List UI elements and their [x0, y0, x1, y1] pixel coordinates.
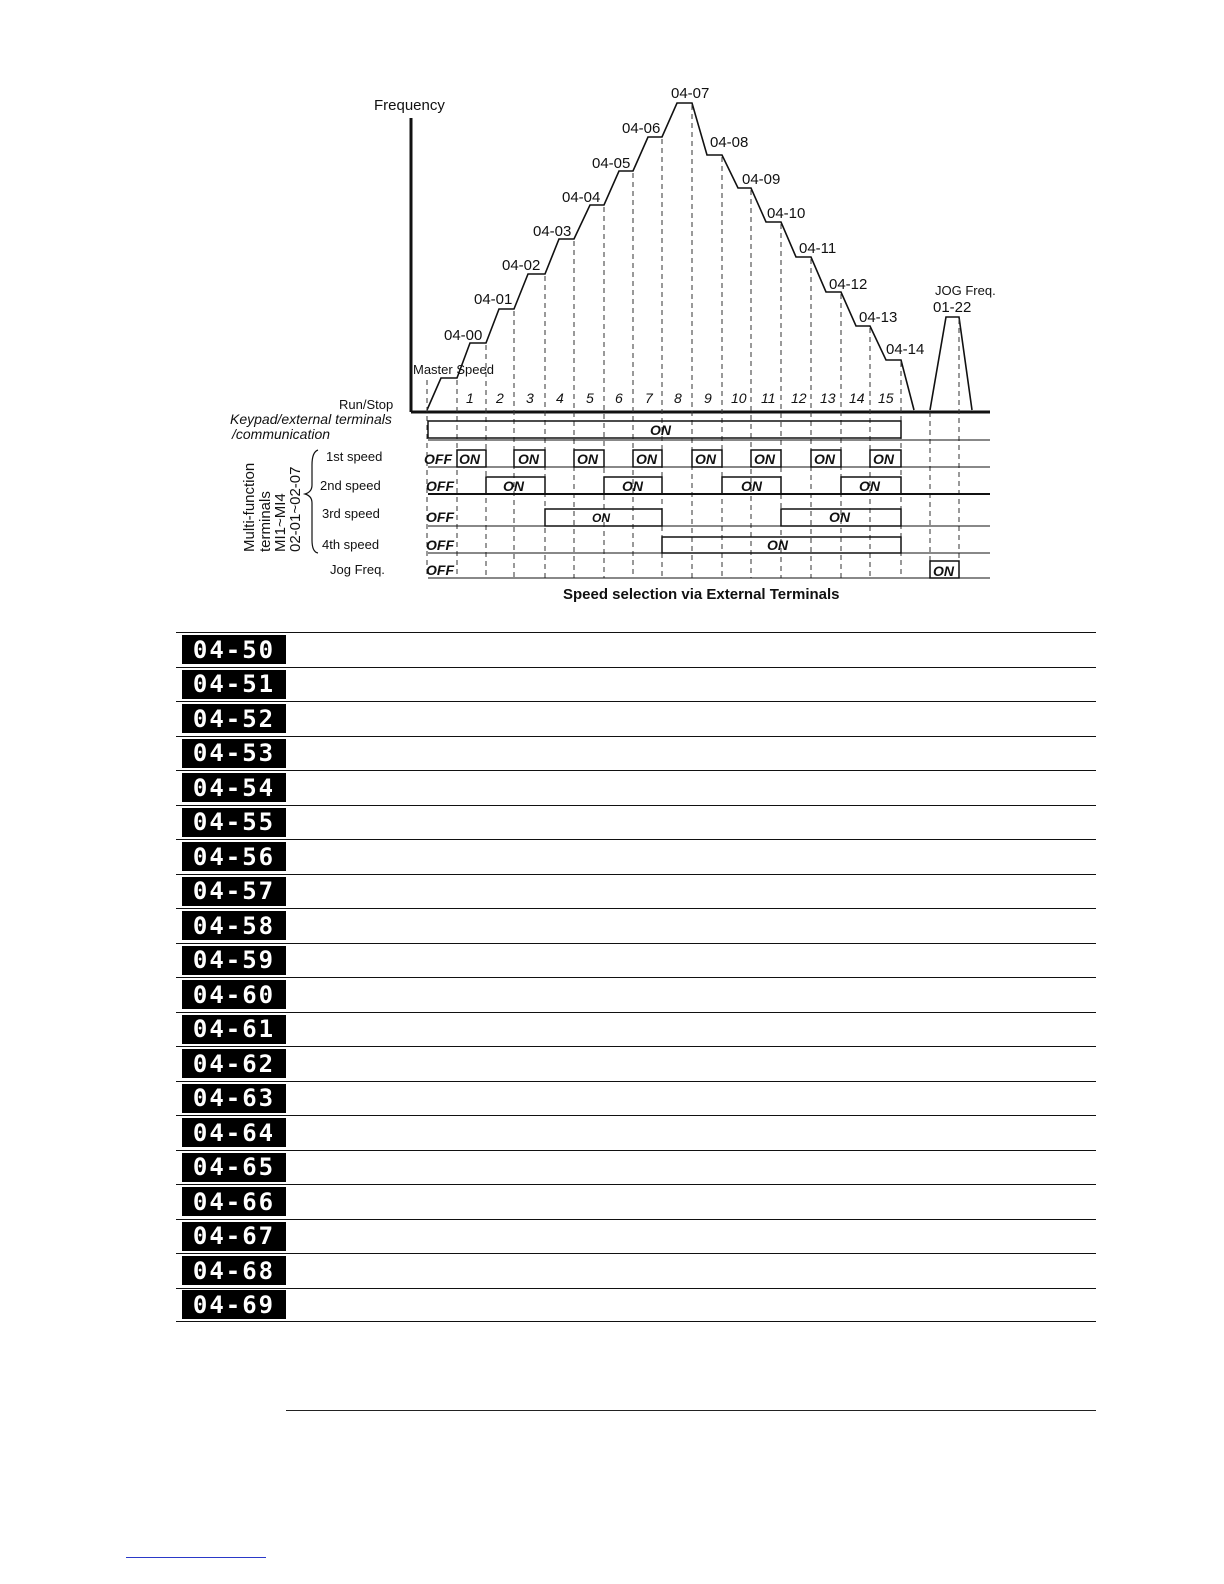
svg-text:14: 14: [849, 390, 865, 406]
keypad-label: Keypad/external terminals: [230, 411, 392, 427]
parameter-code-display: 04-56: [182, 842, 286, 871]
jog-profile: [930, 317, 972, 410]
signal-row-label: 1st speed: [326, 449, 383, 464]
parameter-code-display: 04-54: [182, 773, 286, 802]
parameter-code-display: 04-57: [182, 877, 286, 906]
group-brace: [305, 450, 318, 553]
parameter-code-display: 04-68: [182, 1256, 286, 1285]
parameter-code-display: 04-64: [182, 1118, 286, 1147]
parameter-code-display: 04-66: [182, 1187, 286, 1216]
parameter-row: [176, 736, 1096, 771]
parameter-row: [176, 1046, 1096, 1081]
parameter-row: [176, 667, 1096, 702]
step-label: 04-10: [767, 205, 806, 222]
step-label: 04-04: [562, 189, 601, 206]
parameter-code-display: 04-65: [182, 1153, 286, 1182]
parameter-row: [176, 1012, 1096, 1047]
multi-function-group-label: [241, 463, 304, 552]
svg-text:ON: ON: [503, 478, 524, 494]
svg-text:12: 12: [791, 390, 807, 406]
step-label: 04-01: [474, 291, 513, 308]
parameter-row: [176, 701, 1096, 736]
parameter-row: [176, 943, 1096, 978]
svg-text:13: 13: [820, 390, 836, 406]
svg-text:9: 9: [704, 390, 712, 406]
parameter-row: [176, 1184, 1096, 1219]
first-speed-on-labels: [459, 451, 895, 467]
parameter-row: [176, 632, 1096, 667]
run-on-text: ON: [650, 422, 671, 438]
footer-rule: [286, 1410, 1096, 1411]
parameter-code-display: 04-59: [182, 946, 286, 975]
svg-text:ON: ON: [873, 451, 894, 467]
parameter-row: [176, 1081, 1096, 1116]
off-label: OFF: [426, 509, 454, 525]
step-label: 04-13: [859, 309, 898, 326]
bottom-link-underline: [126, 1557, 266, 1558]
svg-text:2: 2: [496, 390, 504, 406]
svg-text:15: 15: [878, 390, 894, 406]
parameter-row: [176, 1219, 1096, 1254]
svg-text:terminals: terminals: [257, 491, 274, 552]
svg-text:6: 6: [615, 390, 623, 406]
off-label: OFF: [426, 562, 454, 578]
svg-text:ON: ON: [518, 451, 539, 467]
step-label: 04-06: [622, 120, 661, 137]
parameter-row: [176, 839, 1096, 874]
step-label: 04-11: [799, 240, 837, 257]
frequency-profile: [427, 103, 914, 410]
step-label: 04-03: [533, 223, 572, 240]
parameter-code-display: 04-55: [182, 808, 286, 837]
svg-text:ON: ON: [741, 478, 762, 494]
svg-text:ON: ON: [459, 451, 480, 467]
run-stop-label: Run/Stop: [339, 397, 394, 412]
step-label: 04-09: [742, 171, 781, 188]
fourth-speed-on-label: ON: [767, 537, 788, 553]
svg-text:ON: ON: [622, 478, 643, 494]
svg-text:ON: ON: [636, 451, 657, 467]
jog-on-label: ON: [933, 563, 954, 579]
parameter-code-display: 04-50: [182, 635, 286, 664]
svg-text:4: 4: [556, 390, 564, 406]
parameter-code-display: 04-63: [182, 1084, 286, 1113]
svg-text:8: 8: [674, 390, 682, 406]
svg-text:ON: ON: [829, 509, 850, 525]
svg-text:02-01~02-07: 02-01~02-07: [287, 466, 304, 552]
svg-text:ON: ON: [695, 451, 716, 467]
step-numbers: [466, 390, 894, 406]
off-label: OFF: [424, 451, 452, 467]
svg-text:ON: ON: [577, 451, 598, 467]
parameter-row: [176, 805, 1096, 840]
signal-row-label: 3rd speed: [322, 506, 380, 521]
svg-text:MI1~MI4: MI1~MI4: [272, 493, 289, 552]
svg-text:7: 7: [645, 390, 653, 406]
parameter-code-display: 04-60: [182, 980, 286, 1009]
parameter-code-display: 04-69: [182, 1290, 286, 1319]
svg-text:ON: ON: [754, 451, 775, 467]
svg-text:10: 10: [731, 390, 747, 406]
parameter-code-display: 04-62: [182, 1049, 286, 1078]
parameter-row: [176, 1288, 1096, 1323]
jog-freq-title: JOG Freq.: [935, 283, 996, 298]
svg-text:Multi-function: Multi-function: [241, 462, 258, 552]
parameter-code-display: 04-53: [182, 739, 286, 768]
second-speed-pulses: [486, 477, 901, 494]
signal-row-label: Jog Freq.: [330, 562, 385, 577]
step-label: 04-14: [886, 341, 925, 358]
parameter-row: [176, 1150, 1096, 1185]
svg-text:5: 5: [586, 390, 594, 406]
parameter-table: [176, 632, 1096, 1322]
master-speed-label: Master Speed: [413, 362, 494, 377]
step-label: 04-07: [671, 85, 710, 102]
off-label: OFF: [426, 537, 454, 553]
parameter-code-display: 04-61: [182, 1015, 286, 1044]
speed-selection-diagram: [0, 0, 1224, 630]
step-label: 04-00: [444, 327, 483, 344]
parameter-code-display: 04-52: [182, 704, 286, 733]
svg-text:ON: ON: [859, 478, 880, 494]
step-label: 04-05: [592, 155, 631, 172]
jog-freq-param: 01-22: [933, 299, 972, 316]
svg-text:11: 11: [761, 390, 776, 406]
keypad-label: /communication: [232, 426, 331, 442]
signal-row-label: 4th speed: [322, 537, 380, 552]
svg-text:3: 3: [526, 390, 534, 406]
parameter-row: [176, 770, 1096, 805]
diagram-caption: Speed selection via External Terminals: [563, 586, 840, 603]
step-label: 04-12: [829, 276, 868, 293]
third-speed-on-labels: [592, 509, 851, 525]
time-guides: [427, 105, 959, 578]
step-label: 04-08: [710, 134, 749, 151]
parameter-row: [176, 977, 1096, 1012]
parameter-row: [176, 874, 1096, 909]
off-label: OFF: [426, 478, 454, 494]
signal-row-label: 2nd speed: [320, 478, 381, 493]
parameter-row: [176, 1115, 1096, 1150]
parameter-row: [176, 908, 1096, 943]
parameter-code-display: 04-58: [182, 911, 286, 940]
parameter-code-display: 04-51: [182, 670, 286, 699]
svg-text:ON: ON: [814, 451, 835, 467]
svg-text:1: 1: [466, 390, 474, 406]
frequency-axis-label: Frequency: [374, 97, 445, 114]
step-label: 04-02: [502, 257, 541, 274]
parameter-row: [176, 1253, 1096, 1288]
parameter-code-display: 04-67: [182, 1222, 286, 1251]
svg-text:ON: ON: [592, 511, 610, 525]
